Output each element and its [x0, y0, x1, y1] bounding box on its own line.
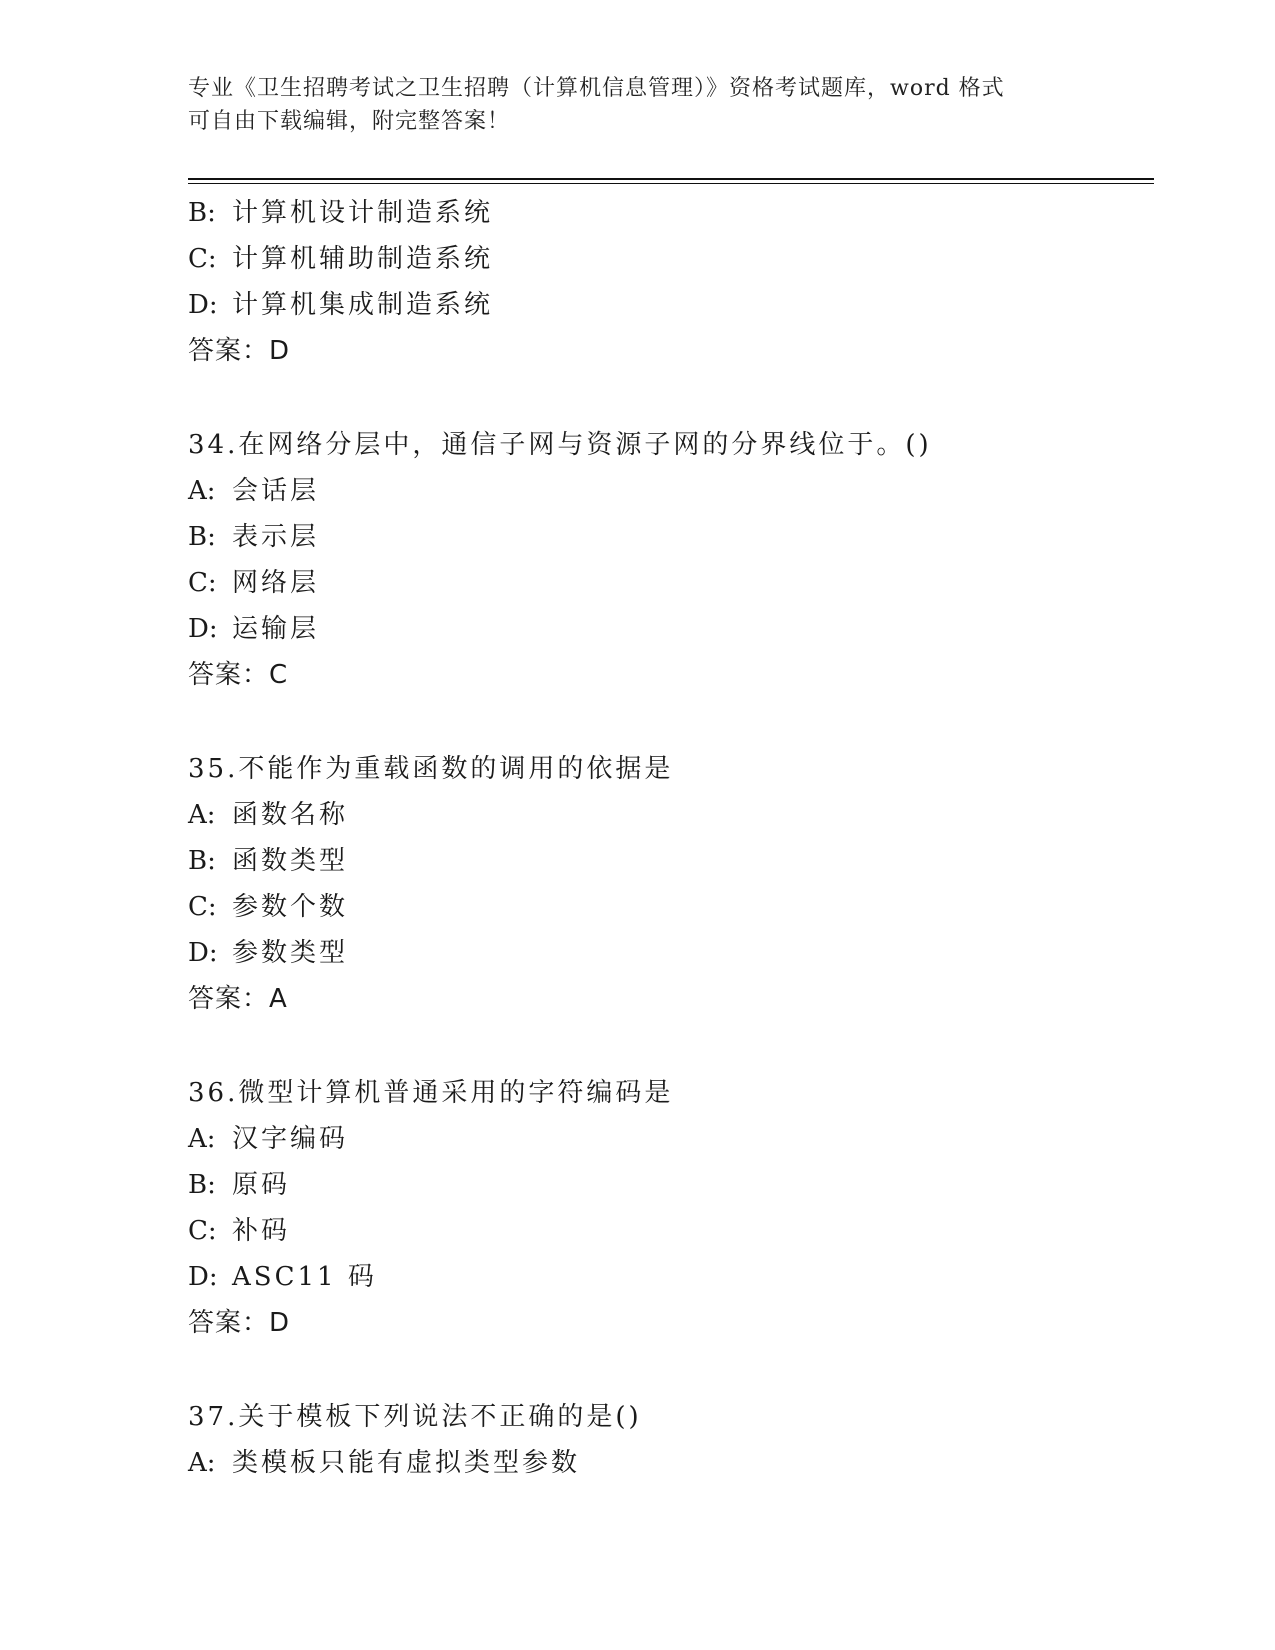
option-text: 汉字编码: [232, 1124, 349, 1154]
option-a: [188, 468, 1148, 514]
option-letter: C:: [188, 568, 217, 598]
document-header: [188, 72, 1088, 138]
option-text: 计算机辅助制造系统: [232, 244, 494, 274]
option-d: [188, 282, 1148, 328]
question-stem: 35.不能作为重载函数的调用的依据是: [188, 754, 674, 784]
header-divider-thin: [188, 183, 1154, 184]
option-letter: A:: [188, 1448, 216, 1478]
option-text: 运输层: [232, 614, 320, 644]
answer-line: 答案：C: [188, 660, 289, 690]
option-letter: D:: [188, 614, 218, 644]
question-block-33: [188, 190, 1148, 374]
question-block-34: [188, 422, 1148, 698]
option-b: [188, 1162, 1148, 1208]
option-d: [188, 606, 1148, 652]
header-line-2: 可自由下载编辑，附完整答案！: [188, 109, 511, 134]
option-letter: D:: [188, 290, 218, 320]
option-letter: A:: [188, 800, 216, 830]
option-d: [188, 1254, 1148, 1300]
answer-line: 答案：A: [188, 984, 288, 1014]
option-c: [188, 1208, 1148, 1254]
option-text: ASC11 码: [232, 1262, 377, 1292]
option-letter: C:: [188, 244, 217, 274]
option-b: [188, 190, 1148, 236]
answer-line: 答案：D: [188, 1308, 291, 1338]
option-text: 计算机集成制造系统: [232, 290, 494, 320]
option-letter: B:: [188, 846, 216, 876]
option-text: 参数类型: [232, 938, 349, 968]
question-stem: 37.关于模板下列说法不正确的是(): [188, 1402, 642, 1432]
option-c: [188, 236, 1148, 282]
question-stem: 34.在网络分层中，通信子网与资源子网的分界线位于。(): [188, 430, 932, 460]
option-text: 原码: [232, 1170, 291, 1200]
question-block-36: [188, 1070, 1148, 1346]
question-block-37: [188, 1394, 1148, 1486]
option-b: [188, 838, 1148, 884]
option-text: 会话层: [232, 476, 320, 506]
option-letter: A:: [188, 476, 216, 506]
option-text: 表示层: [232, 522, 320, 552]
option-c: [188, 560, 1148, 606]
question-content: [188, 190, 1148, 1486]
option-text: 网络层: [232, 568, 320, 598]
option-letter: C:: [188, 892, 217, 922]
option-a: [188, 1440, 1148, 1486]
option-letter: D:: [188, 1262, 218, 1292]
header-divider-thick: [188, 178, 1154, 180]
option-letter: C:: [188, 1216, 217, 1246]
option-c: [188, 884, 1148, 930]
header-line-1: 专业《卫生招聘考试之卫生招聘（计算机信息管理）》资格考试题库，word 格式: [188, 76, 1005, 101]
option-text: 补码: [232, 1216, 291, 1246]
option-letter: B:: [188, 1170, 216, 1200]
option-a: [188, 792, 1148, 838]
option-text: 函数类型: [232, 846, 349, 876]
option-letter: D:: [188, 938, 218, 968]
question-block-35: [188, 746, 1148, 1022]
answer-line: 答案：D: [188, 336, 291, 366]
option-letter: B:: [188, 198, 216, 228]
option-text: 参数个数: [232, 892, 349, 922]
option-text: 函数名称: [232, 800, 349, 830]
option-b: [188, 514, 1148, 560]
option-letter: A:: [188, 1124, 216, 1154]
option-text: 类模板只能有虚拟类型参数: [232, 1448, 581, 1478]
question-stem: 36.微型计算机普通采用的字符编码是: [188, 1078, 674, 1108]
option-letter: B:: [188, 522, 216, 552]
option-d: [188, 930, 1148, 976]
option-text: 计算机设计制造系统: [232, 198, 494, 228]
option-a: [188, 1116, 1148, 1162]
